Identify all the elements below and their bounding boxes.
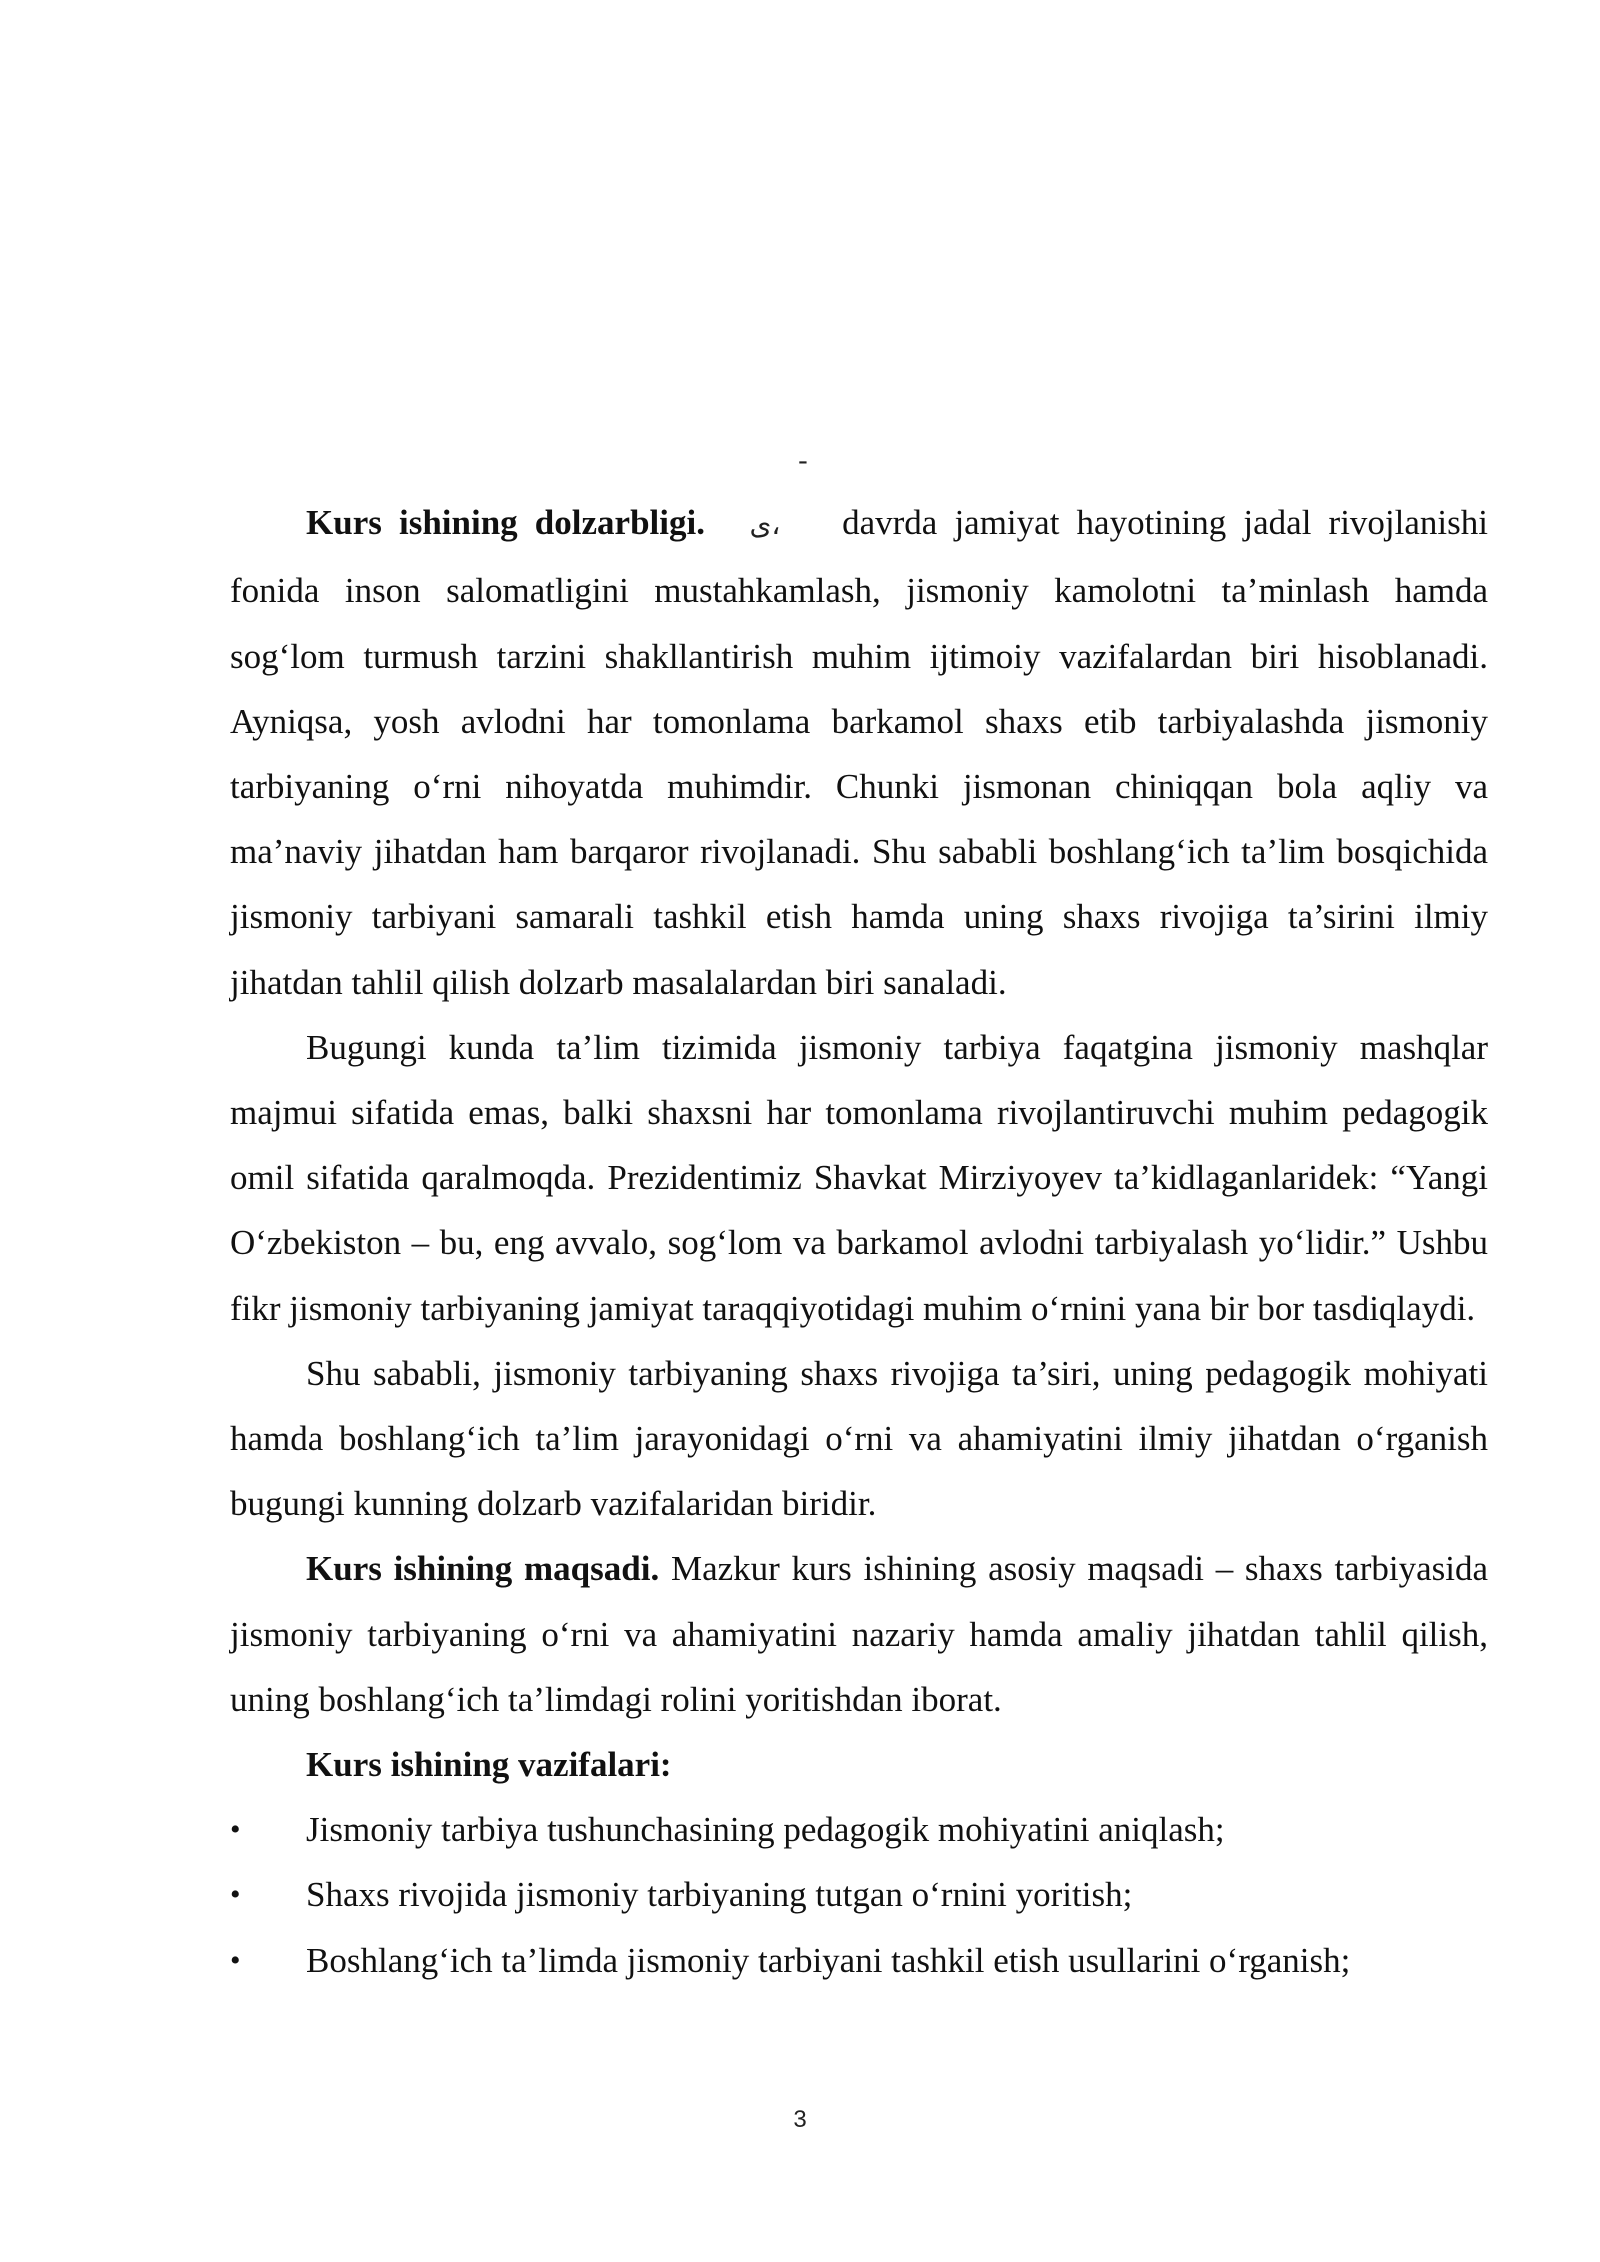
- text-artifact: - ى،: [749, 445, 808, 542]
- education-system-text: Bugungi kunda ta’lim tizimida jismoniy tarbiya faqatgina jismoniy mashqlar majmui sifatida emas, balki shaxsni har tomonlama rivojlantiruvchi muhim pedagogik omil sifatida qaralmoqda. Prezidentimiz Shavkat Mirziyoyev ta’kidlaganlaridek: “Yangi O‘zbekiston – bu, eng avvalo, sog‘lom va barkamol avlodni tarbiyalash yo‘lidir.” Ushbu fikr jismoniy tarbiyaning jamiyat taraqqiyotidagi muhim o‘rnini yana bir bor tasdiqlaydi.: [230, 1027, 1488, 1328]
- paragraph-goal: [230, 1536, 1488, 1732]
- paragraph-conclusion: [230, 1341, 1488, 1537]
- bullet-icon: •: [230, 1878, 241, 1912]
- list-item: [230, 1862, 1488, 1927]
- conclusion-text: Shu sababli, jismoniy tarbiyaning shaxs rivojiga ta’siri, uning pedagogik mohiyati hamda boshlang‘ich ta’lim jarayonidagi o‘rni va ahamiyatini ilmiy jihatdan o‘rganish bugungi kunning dolzarb vazifalaridan biridir.: [230, 1353, 1488, 1524]
- page-body: [230, 428, 1488, 1993]
- paragraph-relevance: [230, 428, 1488, 1015]
- goal-heading: Kurs ishining maqsadi.: [306, 1549, 660, 1589]
- bullet-icon: •: [230, 1813, 241, 1847]
- page-number: 3: [793, 2106, 807, 2133]
- task-text: Boshlang‘ich ta’limda jismoniy tarbiyani tashkil etish usullarini o‘rganish;: [306, 1940, 1351, 1980]
- paragraph-education-system: [230, 1015, 1488, 1341]
- goal-text: Mazkur kurs ishining asosiy maqsadi – shaxs tarbiyasida jismoniy tarbiyaning o‘rni va ahamiyatini nazariy hamda amaliy jihatdan tahlil qilish, uning boshlang‘ich ta’limdagi rolini yoritishdan iborat.: [230, 1549, 1488, 1719]
- relevance-heading: Kurs ishining dolzarbligi.: [306, 503, 705, 543]
- list-item: [230, 1797, 1488, 1862]
- tasks-list: [230, 1797, 1488, 1993]
- bullet-icon: •: [230, 1943, 241, 1977]
- task-text: Jismoniy tarbiya tushunchasining pedagogik mohiyatini aniqlash;: [306, 1810, 1225, 1850]
- relevance-text: davrda jamiyat hayotining jadal rivojlanishi fonida inson salomatligini mustahkamlash, jismoniy kamolotni ta’minlash hamda sog‘lom turmush tarzini shakllantirish muhim ijtimoiy vazifalardan biri hisoblanadi. Ayniqsa, yosh avlodni har tomonlama barkamol shaxs etib tarbiyalashda jismoniy tarbiyaning o‘rni nihoyatda muhimdir. Chunki jismonan chiniqqan bola aqliy va ma’naviy jihatdan ham barqaror rivojlanadi. Shu sababli boshlang‘ich ta’lim bosqichida jismoniy tarbiyani samarali tashkil etish hamda uning shaxs rivojiga ta’sirini ilmiy jihatdan tahlil qilish dolzarb masalalardan biri sanaladi.: [230, 503, 1488, 1002]
- task-text: Shaxs rivojida jismoniy tarbiyaning tutgan o‘rnini yoritish;: [306, 1875, 1133, 1915]
- list-item: [230, 1928, 1488, 1993]
- tasks-heading: Kurs ishining vazifalari:: [306, 1745, 672, 1785]
